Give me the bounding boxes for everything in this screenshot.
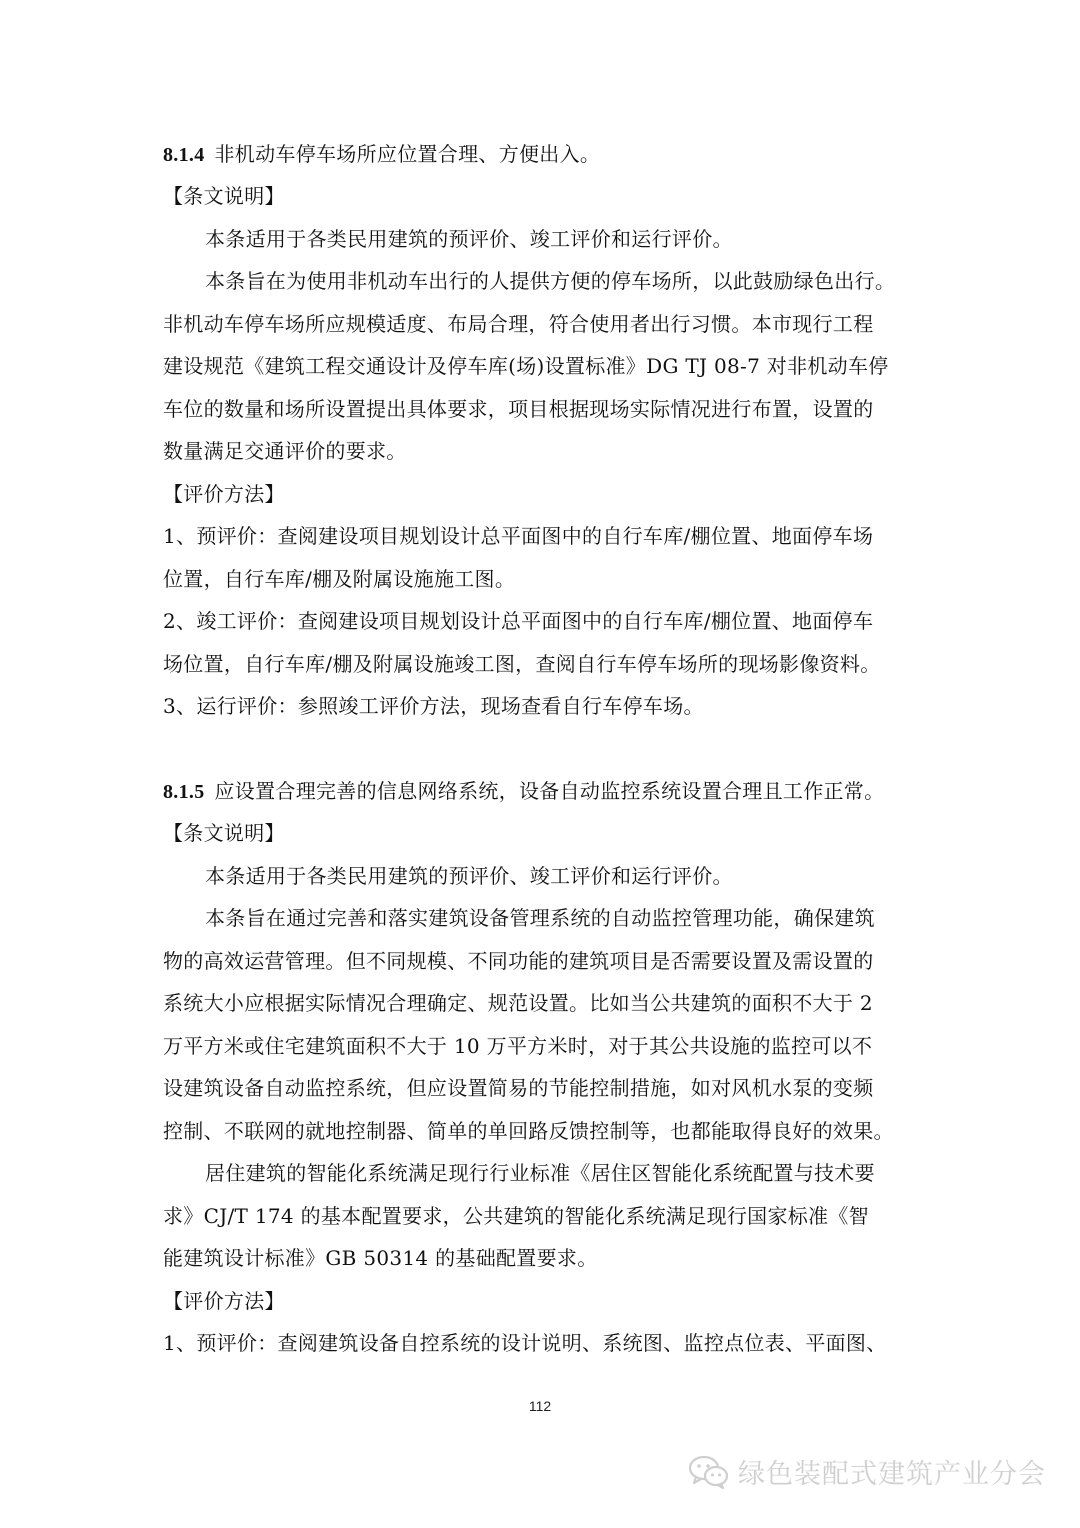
paragraph-line: 求》CJ/T 174 的基本配置要求，公共建筑的智能化系统满足现行国家标准《智: [163, 1204, 869, 1228]
paragraph-line: 物的高效运营管理。但不同规模、不同功能的建筑项目是否需要设置及需设置的: [163, 949, 874, 973]
clause-number: 8.1.4: [163, 144, 205, 166]
method-line: 1、预评价：查阅建设项目规划设计总平面图中的自行车库/棚位置、地面停车场: [163, 524, 874, 548]
paragraph-line: 设建筑设备自动监控系统，但应设置简易的节能控制措施，如对风机水泵的变频: [163, 1076, 874, 1100]
watermark: [688, 1452, 1046, 1491]
method-line: 位置，自行车库/棚及附属设施施工图。: [163, 567, 516, 591]
clause-title: 应设置合理完善的信息网络系统，设备自动监控系统设置合理且工作正常。: [214, 779, 885, 803]
clause-heading: [163, 141, 923, 168]
method-line: 1、预评价：查阅建筑设备自控系统的设计说明、系统图、监控点位表、平面图、: [163, 1331, 887, 1355]
explanation-header: 【条文说明】: [163, 184, 285, 208]
paragraph-line: 万平方米或住宅建筑面积不大于 10 万平方米时，对于其公共设施的监控可以不: [163, 1034, 873, 1058]
paragraph-line: 居住建筑的智能化系统满足现行行业标准《居住区智能化系统配置与技术要: [205, 1161, 875, 1185]
paragraph-line: 系统大小应根据实际情况合理确定、规范设置。比如当公共建筑的面积不大于 2: [163, 991, 873, 1015]
explanation-header: 【条文说明】: [163, 821, 285, 845]
clause-heading: [163, 778, 923, 805]
wechat-icon: [688, 1454, 730, 1490]
paragraph-line: 本条旨在为使用非机动车出行的人提供方便的停车场所，以此鼓励绿色出行。: [205, 269, 896, 293]
watermark-text: 绿色装配式建筑产业分会: [738, 1459, 1046, 1490]
paragraph-line: 本条适用于各类民用建筑的预评价、竣工评价和运行评价。: [205, 227, 733, 251]
paragraph-line: 本条旨在通过完善和落实建筑设备管理系统的自动监控管理功能，确保建筑: [205, 906, 875, 930]
paragraph-line: 控制、不联网的就地控制器、简单的单回路反馈控制等，也都能取得良好的效果。: [163, 1119, 894, 1143]
method-line: 2、竣工评价：查阅建设项目规划设计总平面图中的自行车库/棚位置、地面停车: [163, 609, 874, 633]
paragraph-line: 车位的数量和场所设置提出具体要求，项目根据现场实际情况进行布置，设置的: [163, 397, 874, 421]
method-line: 3、运行评价：参照竣工评价方法，现场查看自行车停车场。: [163, 694, 704, 718]
clause-number: 8.1.5: [163, 781, 205, 803]
paragraph-line: 非机动车停车场所应规模适度、布局合理，符合使用者出行习惯。本市现行工程: [163, 312, 874, 336]
paragraph-line: 能建筑设计标准》GB 50314 的基础配置要求。: [163, 1246, 598, 1270]
paragraph-line: 建设规范《建筑工程交通设计及停车库(场)设置标准》DG TJ 08-7 对非机动车停: [163, 354, 889, 378]
method-header: 【评价方法】: [163, 482, 285, 506]
page-number: 112: [528, 1398, 552, 1414]
paragraph-line: 本条适用于各类民用建筑的预评价、竣工评价和运行评价。: [205, 864, 733, 888]
clause-title: 非机动车停车场所应位置合理、方便出入。: [214, 142, 601, 166]
method-header: 【评价方法】: [163, 1289, 285, 1313]
paragraph-line: 数量满足交通评价的要求。: [163, 439, 407, 463]
method-line: 场位置，自行车库/棚及附属设施竣工图，查阅自行车停车场所的现场影像资料。: [163, 652, 881, 676]
